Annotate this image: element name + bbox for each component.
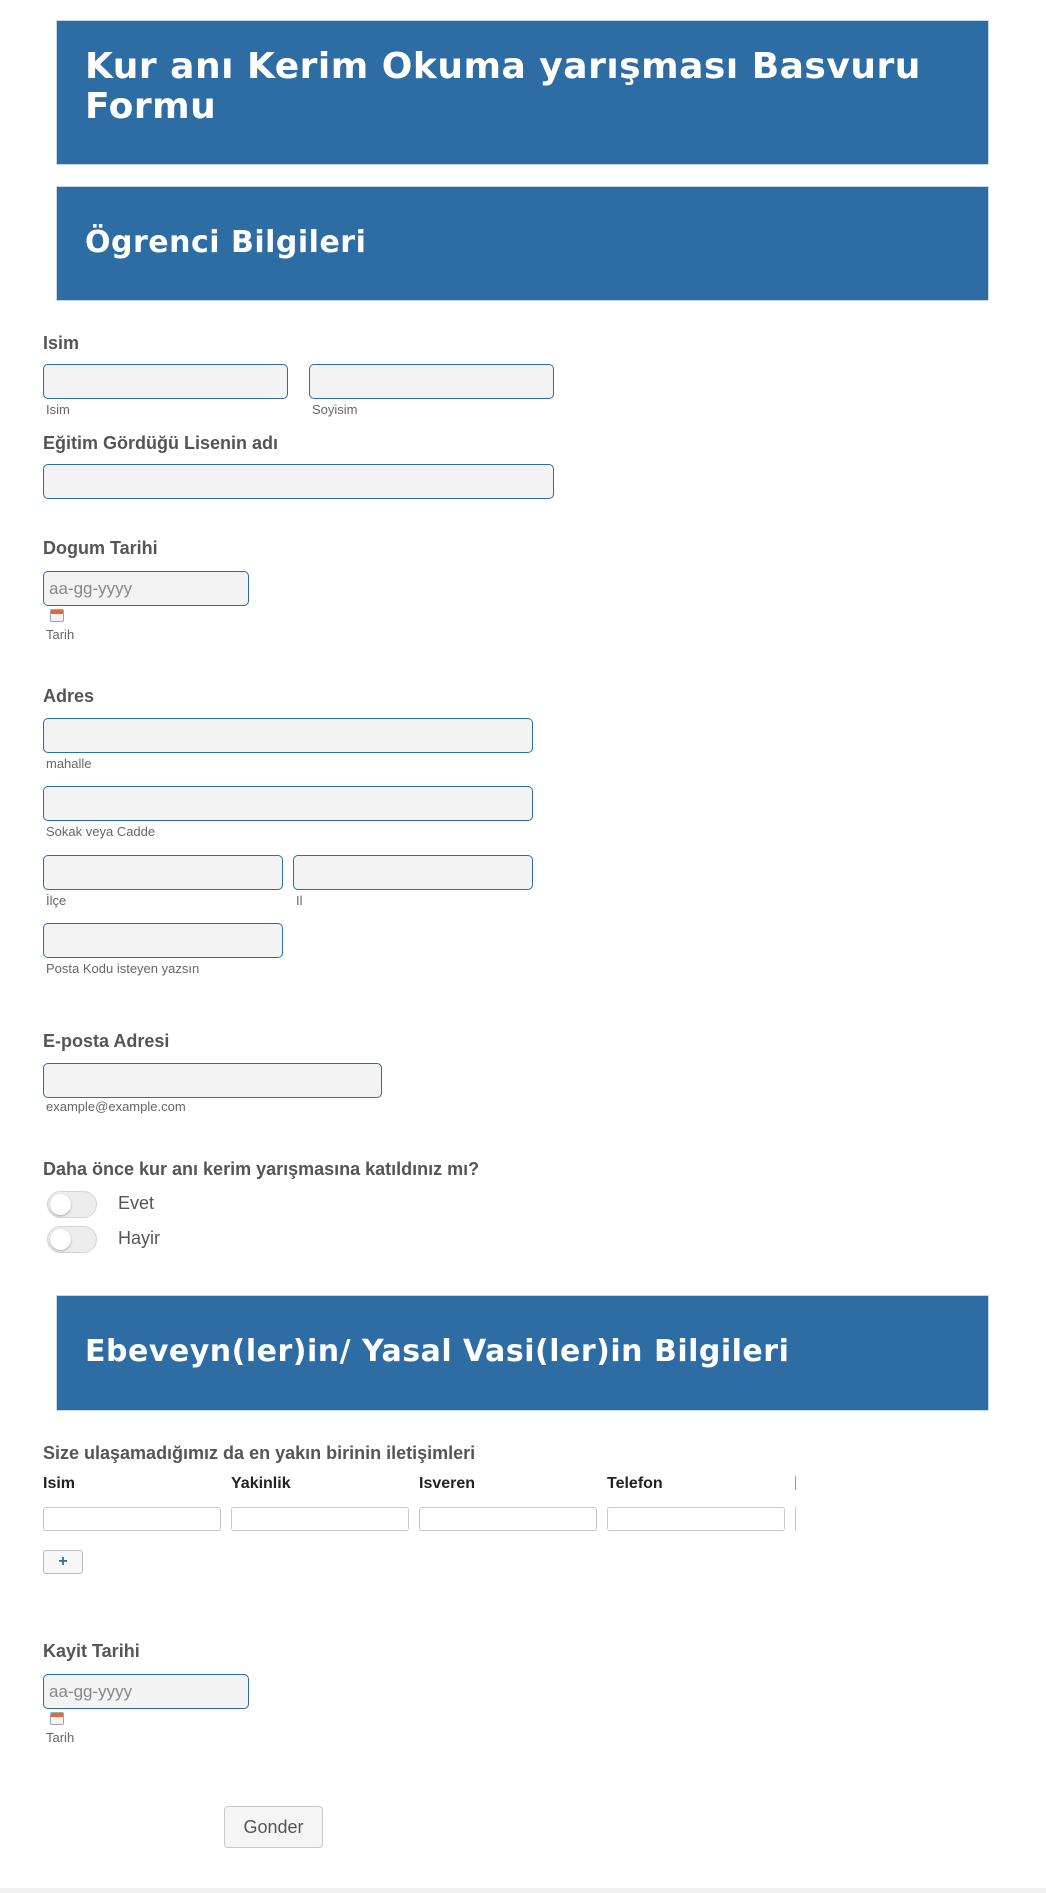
last-name-input[interactable] bbox=[309, 364, 554, 399]
city-sublabel: Il bbox=[296, 893, 303, 908]
section-title-student: Ögrenci Bilgileri bbox=[85, 225, 367, 260]
submit-button[interactable]: Gonder bbox=[224, 1806, 323, 1848]
section-title-parent: Ebeveyn(ler)in/ Yasal Vasi(ler)in Bilgileri bbox=[85, 1334, 790, 1369]
postal-code-sublabel: Posta Kodu isteyen yazsın bbox=[46, 961, 200, 976]
email-sublabel: example@example.com bbox=[46, 1099, 186, 1114]
form-header bbox=[56, 20, 989, 165]
first-name-input[interactable] bbox=[43, 364, 288, 399]
calendar-icon[interactable] bbox=[50, 1712, 64, 1725]
registration-date-label: Kayit Tarihi bbox=[43, 1641, 140, 1661]
contact-name-input[interactable] bbox=[43, 1507, 221, 1531]
city-input[interactable] bbox=[293, 855, 533, 890]
option-hayir-toggle[interactable] bbox=[47, 1226, 97, 1253]
registration-date-input[interactable] bbox=[43, 1674, 249, 1709]
column-header-yakinlik: Yakinlik bbox=[231, 1475, 291, 1492]
address-line1-input[interactable] bbox=[43, 718, 533, 753]
birth-date-input[interactable] bbox=[43, 571, 249, 606]
email-input[interactable] bbox=[43, 1063, 382, 1098]
district-sublabel: İlçe bbox=[46, 893, 67, 908]
school-label: Eğitim Gördüğü Lisenin adı bbox=[43, 433, 279, 453]
contact-input-overflow-edge bbox=[795, 1507, 798, 1531]
option-evet-label[interactable]: Evet bbox=[118, 1193, 155, 1213]
form-title: Kur anı Kerim Okuma yarışması Basvuru Formu bbox=[85, 46, 921, 127]
column-header-overflow-edge bbox=[795, 1476, 796, 1490]
first-name-sublabel: Isim bbox=[46, 402, 70, 417]
calendar-icon[interactable] bbox=[50, 609, 64, 622]
column-header-telefon: Telefon bbox=[607, 1475, 663, 1492]
previous-question-label: Daha önce kur anı kerim yarışmasına katıldınız mı? bbox=[43, 1159, 480, 1179]
birth-date-sublabel: Tarih bbox=[46, 627, 75, 642]
last-name-sublabel: Soyisim bbox=[312, 402, 358, 417]
birth-date-label: Dogum Tarihi bbox=[43, 538, 158, 558]
column-header-isveren: Isveren bbox=[419, 1475, 476, 1492]
address-line2-sublabel: Sokak veya Cadde bbox=[46, 824, 156, 839]
email-label: E-posta Adresi bbox=[43, 1031, 170, 1051]
registration-date-sublabel: Tarih bbox=[46, 1730, 75, 1745]
section-header-parent bbox=[56, 1295, 989, 1411]
name-label: Isim bbox=[43, 333, 80, 353]
contact-phone-input[interactable] bbox=[607, 1507, 785, 1531]
option-hayir-label[interactable]: Hayir bbox=[118, 1228, 161, 1248]
postal-code-input[interactable] bbox=[43, 923, 283, 958]
add-row-button[interactable]: + bbox=[43, 1550, 83, 1574]
district-input[interactable] bbox=[43, 855, 283, 890]
contacts-label: Size ulaşamadığımız da en yakın birinin iletişimleri bbox=[43, 1443, 476, 1463]
contact-employer-input[interactable] bbox=[419, 1507, 597, 1531]
page-bottom-strip bbox=[0, 1888, 1046, 1893]
option-evet-toggle[interactable] bbox=[47, 1191, 97, 1218]
address-label: Adres bbox=[43, 686, 95, 706]
school-input[interactable] bbox=[43, 464, 554, 499]
address-line2-input[interactable] bbox=[43, 786, 533, 821]
section-header-student bbox=[56, 186, 989, 301]
column-header-isim: Isim bbox=[43, 1475, 76, 1492]
address-line1-sublabel: mahalle bbox=[46, 756, 92, 771]
contact-relation-input[interactable] bbox=[231, 1507, 409, 1531]
